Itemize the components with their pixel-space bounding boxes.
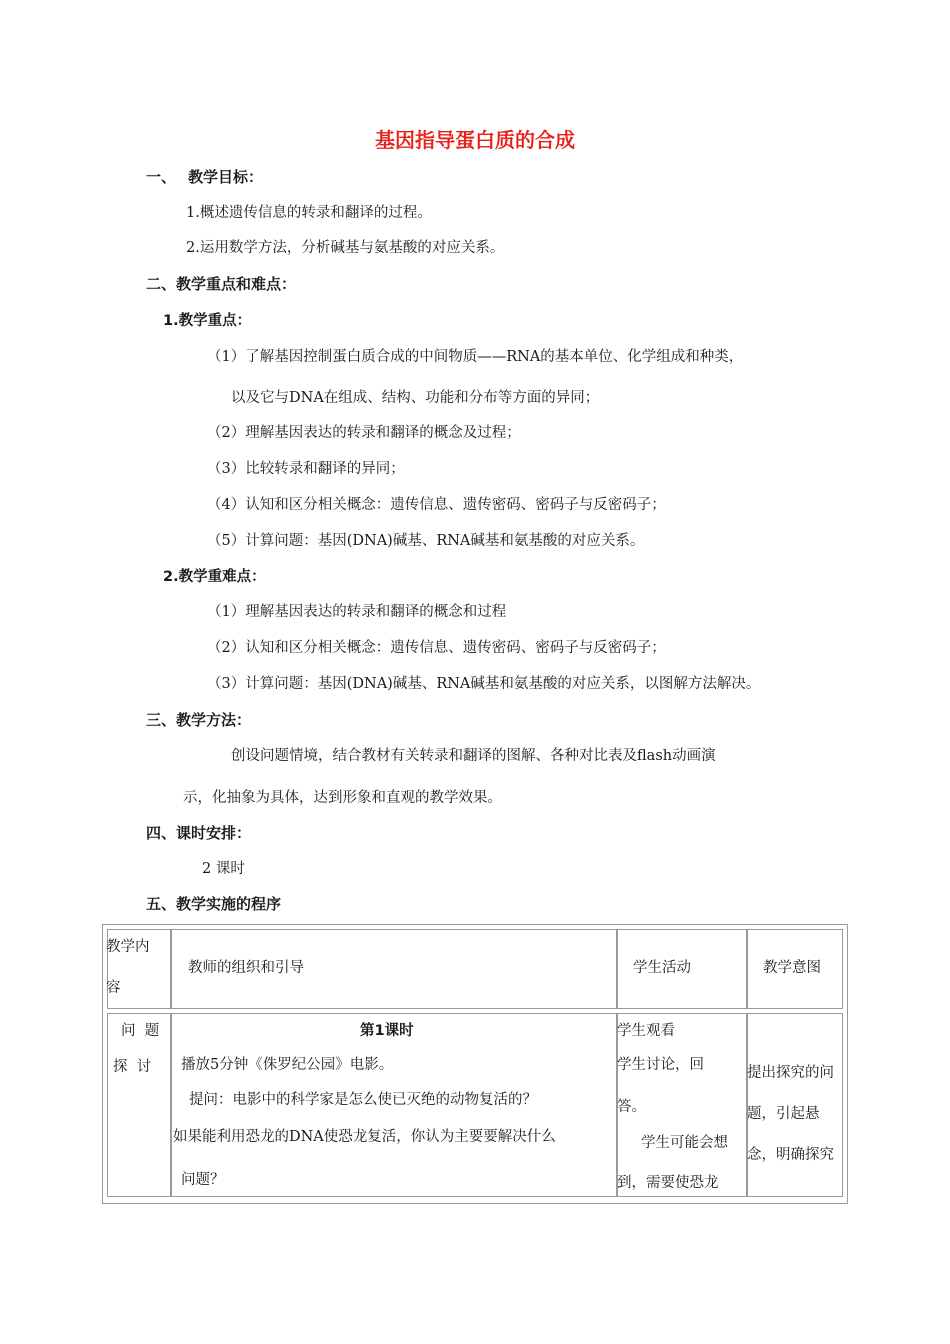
difficulty-item: （2）认知和区分相关概念：遗传信息、遗传密码、密码子与反密码子； (207, 640, 666, 656)
key-point-item: （4）认知和区分相关概念：遗传信息、遗传密码、密码子与反密码子； (207, 497, 666, 513)
teacher-line: 如果能利用恐龙的DNA使恐龙复活，你认为主要要解决什么 (173, 1129, 556, 1145)
section-4-heading: 四、课时安排： (146, 824, 252, 842)
method-text-line: 创设问题情境，结合教材有关转录和翻译的图解、各种对比表及flash动画演 (231, 748, 716, 764)
objective-item: 2.运用数学方法，分析碱基与氨基酸的对应关系。 (186, 240, 505, 256)
section-5-heading: 五、教学实施的程序 (146, 895, 282, 913)
row-content-line: 探 讨 (113, 1059, 152, 1075)
subsection-key-points-heading: 1.教学重点： (163, 313, 252, 329)
lesson-period-title: 第1课时 (360, 1023, 414, 1039)
key-point-item: 以及它与DNA在组成、结构、功能和分布等方面的异同； (231, 390, 600, 406)
row-cell-content (107, 1013, 171, 1197)
intent-line: 提出探究的问 (747, 1065, 834, 1081)
teacher-line: 问题？ (181, 1172, 225, 1188)
subsection-difficulties-heading: 2.教学重难点： (163, 569, 266, 585)
document-title: 基因指导蛋白质的合成 (375, 128, 575, 152)
student-line: 学生讨论，回 (617, 1057, 704, 1073)
student-line: 到，需要使恐龙 (617, 1175, 719, 1191)
header-student-label: 学生活动 (633, 960, 691, 976)
difficulty-item: （1）理解基因表达的转录和翻译的概念和过程 (207, 604, 507, 620)
difficulty-item: （3）计算问题：基因(DNA)碱基、RNA碱基和氨基酸的对应关系，以图解方法解决。 (207, 676, 761, 692)
section-3-heading: 三、教学方法： (146, 711, 252, 729)
section-2-heading: 二、教学重点和难点： (146, 275, 297, 293)
objective-item: 1.概述遗传信息的转录和翻译的过程。 (186, 205, 432, 221)
student-line: 答。 (617, 1099, 646, 1115)
key-point-item: （5）计算问题：基因(DNA)碱基、RNA碱基和氨基酸的对应关系。 (207, 533, 645, 549)
key-point-item: （3）比较转录和翻译的异同； (207, 461, 405, 477)
key-point-item: （1）了解基因控制蛋白质合成的中间物质——RNA的基本单位、化学组成和种类， (207, 349, 744, 365)
section-1-number: 一、 (146, 168, 177, 186)
section-1-heading: 教学目标： (188, 168, 264, 186)
intent-line: 题，引起悬 (747, 1106, 820, 1122)
header-teacher-label: 教师的组织和引导 (188, 960, 304, 976)
row-content-line: 问 题 (121, 1023, 160, 1039)
header-intent-label: 教学意图 (763, 960, 821, 976)
teacher-line: 提问：电影中的科学家是怎么使已灭绝的动物复活的？ (189, 1092, 537, 1108)
method-text-line: 示，化抽象为具体，达到形象和直观的教学效果。 (183, 790, 502, 806)
header-content-line: 容 (106, 980, 121, 996)
key-point-item: （2）理解基因表达的转录和翻译的概念及过程； (207, 425, 521, 441)
header-content-line: 教学内 (106, 939, 150, 955)
schedule-text: 2 课时 (202, 861, 245, 877)
student-line: 学生观看 (617, 1023, 675, 1039)
intent-line: 念，明确探究 (747, 1147, 834, 1163)
procedure-table (102, 924, 848, 1204)
teacher-line: 播放5分钟《侏罗纪公园》电影。 (181, 1057, 394, 1073)
student-line: 学生可能会想 (641, 1135, 728, 1151)
